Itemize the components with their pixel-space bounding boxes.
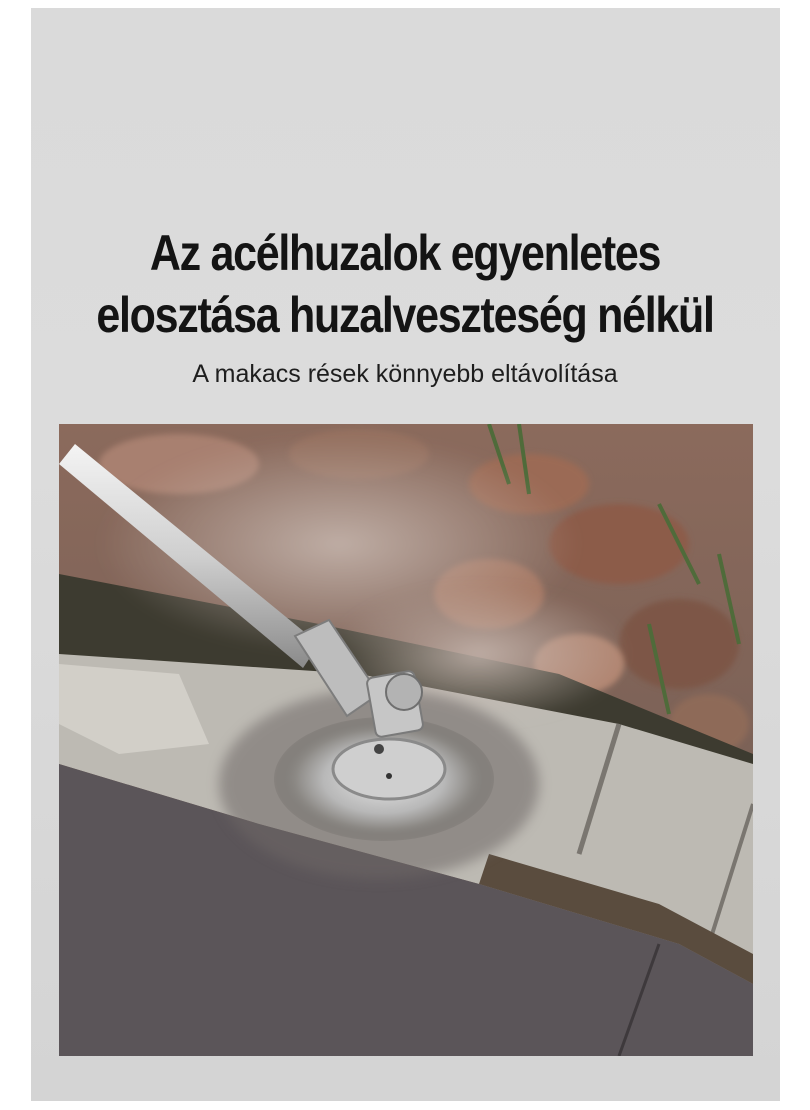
subtitle: A makacs rések könnyebb eltávolítása xyxy=(192,360,618,388)
headline xyxy=(57,222,754,346)
headline-line-2: elosztása huzalveszteség nélkül xyxy=(96,287,714,343)
product-photo xyxy=(59,424,753,1056)
headline-line-1: Az acélhuzalok egyenletes xyxy=(149,225,661,281)
